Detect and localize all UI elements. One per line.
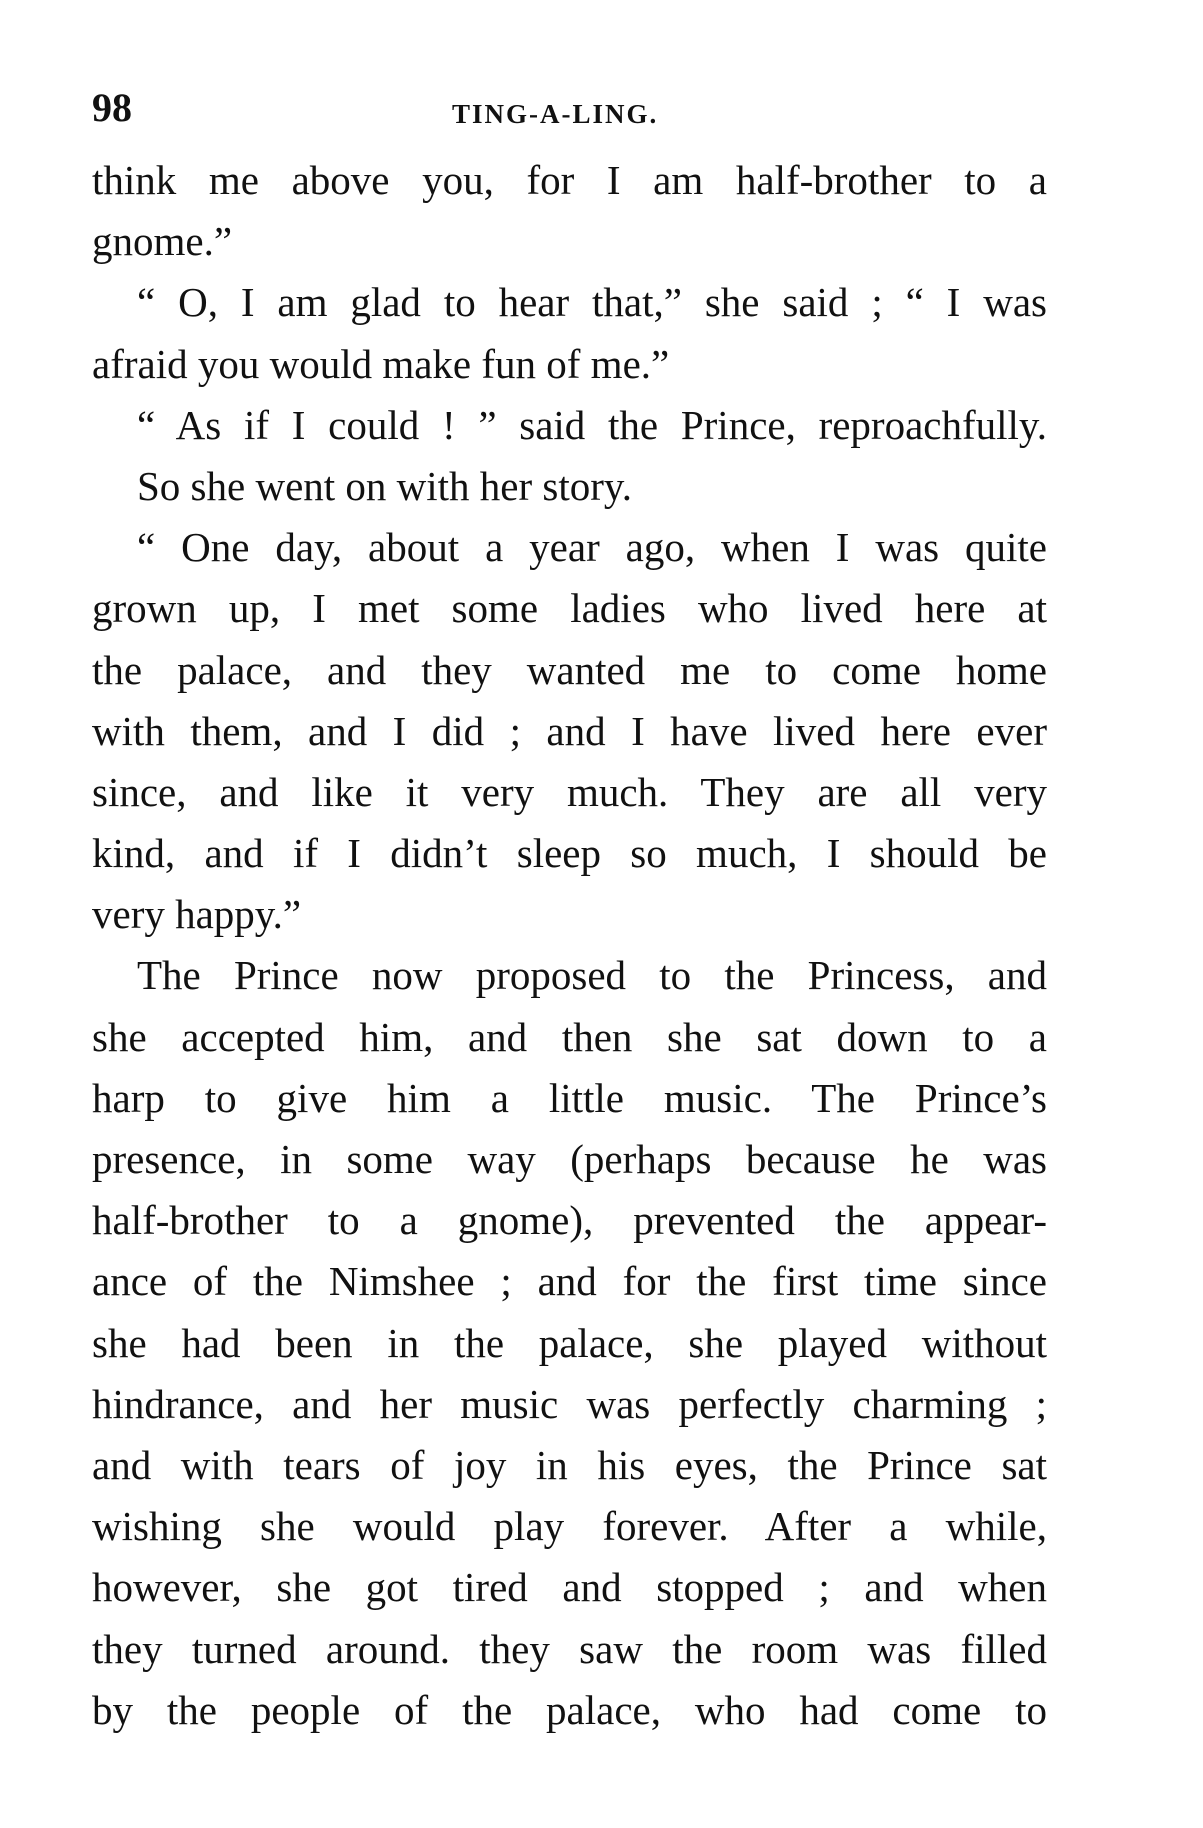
- text-line: The Prince now proposed to the Princess, and: [137, 952, 1047, 999]
- page-number: 98: [92, 85, 132, 130]
- text-line: with them, and I did ; and I have lived here ever: [92, 707, 1047, 754]
- body-text: [92, 150, 1047, 1741]
- text-line: they turned around. they saw the room was filled: [92, 1625, 1047, 1672]
- text-line: think me above you, for I am half-brother to a: [92, 157, 1047, 203]
- text-line: however, she got tired and stopped ; and when: [92, 1564, 1047, 1611]
- text-line: grown up, I met some ladies who lived here at: [92, 585, 1047, 632]
- text-line: “ As if I could ! ” said the Prince, reproachfully.: [137, 401, 1047, 448]
- text-line: “ One day, about a year ago, when I was quite: [137, 524, 1047, 571]
- text-line: she had been in the palace, she played without: [92, 1319, 1047, 1366]
- running-title: TING-A-LING.: [452, 99, 659, 129]
- text-line: ance of the Nimshee ; and for the first time since: [92, 1258, 1047, 1305]
- text-line: afraid you would make fun of me.”: [92, 340, 670, 387]
- page-header: [92, 78, 1047, 138]
- text-line: harp to give him a little music. The Prince’s: [92, 1074, 1047, 1121]
- text-line: kind, and if I didn’t sleep so much, I should be: [92, 830, 1047, 877]
- text-line: since, and like it very much. They are all very: [92, 768, 1047, 815]
- text-line: gnome.”: [92, 218, 233, 265]
- text-line: “ O, I am glad to hear that,” she said ; “ I was: [137, 279, 1047, 326]
- text-line: presence, in some way (perhaps because he was: [92, 1136, 1047, 1182]
- text-line: half-brother to a gnome), prevented the appear-: [92, 1197, 1047, 1244]
- text-line: the palace, and they wanted me to come home: [92, 646, 1047, 693]
- text-line: and with tears of joy in his eyes, the Prince sat: [92, 1441, 1047, 1488]
- text-line: wishing she would play forever. After a while,: [92, 1503, 1047, 1550]
- text-line: by the people of the palace, who had come to: [92, 1686, 1047, 1733]
- text-line: So she went on with her story.: [137, 462, 632, 509]
- text-line: very happy.”: [92, 891, 302, 938]
- text-line: she accepted him, and then she sat down to a: [92, 1013, 1047, 1060]
- text-line: hindrance, and her music was perfectly charming ;: [92, 1380, 1047, 1427]
